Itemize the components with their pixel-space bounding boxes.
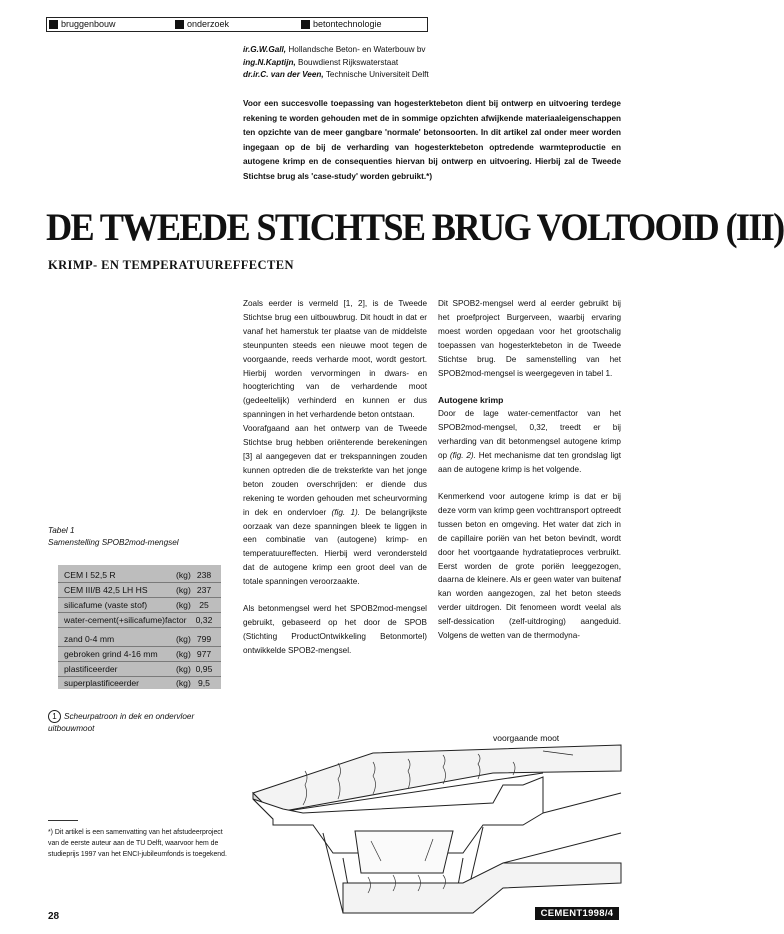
table-row [64, 663, 217, 675]
author-name: dr.ir.C. van der Veen, [243, 70, 324, 79]
category-label: betontechnologie [313, 19, 382, 29]
table-cell-label: plastificeerder [64, 664, 118, 674]
table-row [64, 648, 217, 660]
table-cell-value: 977 [196, 649, 212, 659]
figure-reference-link[interactable]: (fig. 1). [331, 507, 361, 517]
figure-caption-text: Scheurpatroon in dek en ondervloer uitbouwmoot [48, 712, 195, 733]
body-paragraph: Zoals eerder is vermeld [1, 2], is de Tweede Stichtse brug een uitbouwbrug. Dit houdt in dat er vanaf het hamerstuk ter plaatse van de middelste steunpunten steeds een nieuwe moot tegen de voorgaande, reeds verharde moot, wordt gestort. Hierbij worden vervormingen in dwars- en hoogterichting van de verhardende moot (gedeeltelijk) verhinderd en kunnen er dus spanningen in het verhardende beton ontstaan. [243, 299, 427, 420]
body-column-1 [243, 297, 427, 658]
author-affiliation: Hollandsche Beton- en Waterbouw bv [288, 45, 426, 54]
footnote-rule [48, 820, 78, 821]
table-cell-value: 0,32 [195, 615, 213, 625]
table-cell-unit: (kg) [176, 649, 191, 659]
table-cell-label: zand 0-4 mm [64, 634, 115, 644]
table-cell-unit: (kg) [176, 600, 191, 610]
body-paragraph [438, 407, 621, 477]
table-row [64, 584, 217, 596]
author-line [243, 69, 429, 82]
table-row [64, 614, 217, 626]
article-subtitle: KRIMP- EN TEMPERATUUREFFECTEN [48, 258, 294, 272]
table-cell-label: CEM I 52,5 R [64, 570, 116, 580]
category-square-icon [175, 20, 184, 29]
figure-number: 1 [48, 710, 61, 723]
text-run: De belangrijkste oorzaak van deze spanningen bleek te liggen in een combinatie van (autogene) krimp- en temperatuureffecten. Hierbij werd verondersteld dat de autogene krimp een groot deel van de totale spanningen veroorzaakte. [243, 507, 428, 587]
body-paragraph [243, 422, 427, 589]
table-cell-unit: (kg) [176, 570, 191, 580]
body-paragraph: Kenmerkend voor autogene krimp is dat er bij deze vorm van krimp geen vochttransport optreedt tussen beton en omgeving. Het water dat zich in de capillaire poriën van het beton bevindt, wordt door het voortgaande hydratatieproces verbruikt. Eerst worden de grote poriën leeggezogen, daarna de kleinere. Als er geen water van buitenaf kan worden aangezogen, zal het beton steeds verder uitdrogen. Dit fenomeen wordt veelal als self-dessication (zelf-uitdroging) aangeduid. Volgens de wetten van de thermodyna- [438, 491, 621, 641]
body-paragraph: Als betonmengsel werd het SPOB2mod-mengsel gebruikt, gebaseerd op het door de SPOB (Stichting ProductOntwikkeling Betonmortel) ontwikkelde SPOB2-mengsel. [243, 604, 427, 655]
figure-label: voorgaande moot [493, 733, 560, 743]
table-cell-value: 9,5 [198, 678, 210, 688]
table-cell-value: 0,95 [195, 664, 213, 674]
category-square-icon [301, 20, 310, 29]
table-cell-label: superplastificeerder [64, 678, 139, 688]
table-row [64, 633, 217, 645]
body-column-2 [438, 297, 621, 643]
author-name: ir.G.W.Gall, [243, 45, 287, 54]
bridge-segment-figure [243, 713, 621, 913]
author-list [243, 44, 429, 82]
author-affiliation: Bouwdienst Rijkswaterstaat [298, 57, 399, 67]
article-title: DE TWEEDE STICHTSE BRUG VOLTOOID (III) [46, 206, 784, 249]
table-cell-unit: (kg) [176, 634, 191, 644]
table-cell-label: silicafume (vaste stof) [64, 600, 148, 610]
table-cell-value: 799 [196, 634, 212, 644]
category-bar [46, 17, 428, 32]
section-heading: Autogene krimp [438, 395, 504, 406]
table-cell-value: 25 [199, 600, 209, 610]
author-name: ing.N.Kaptijn, [243, 57, 296, 67]
table-cell-unit: (kg) [176, 678, 191, 688]
category-label: bruggenbouw [61, 19, 116, 29]
footnote: *) Dit artikel is een samenvatting van het afstudeerproject van de eerste auteur aan de TU Delft, waarvoor hem de studieprijs 1997 van het ENCI-jubileumfonds is toegekend. [48, 829, 227, 858]
intro-paragraph: Voor een succesvolle toepassing van hogesterktebeton dient bij ontwerp en uitvoering terdege rekening te worden gehouden met de in sommige opzichten afwijkende materiaaleigenschappen ten opzichte van de meer gangbare 'normale' betonsoorten. In dit artikel zal onder meer worden ingegaan op de bij de verharding van hogesterktebeton optredende warmteproductie en autogene krimp en de consequenties hiervan bij ontwerp en uitvoering. Hierbij zal de Tweede Stichtse brug als 'case-study' worden gebruikt.*) [243, 99, 621, 181]
journal-badge: CEMENT1998/4 [535, 907, 619, 920]
table-cell-unit: (kg) [176, 585, 191, 595]
text-run: Het mechanisme dat ten grondslag ligt aan de autogene krimp is het volgende. [438, 451, 621, 475]
text-run: Door de lage water-cementfactor van het SPOB2mod-mengsel, 0,32, treedt er bij verharding van dit betonmengsel autogene krimp op [438, 409, 621, 461]
category-label: onderzoek [187, 19, 230, 29]
figure-caption [48, 710, 228, 735]
category-item [299, 18, 427, 31]
table-cell-label: CEM III/B 42,5 LH HS [64, 585, 148, 595]
table-cell-value: 237 [196, 585, 212, 595]
table-number: Tabel 1 [48, 526, 75, 535]
category-item [173, 18, 299, 31]
composition-table [58, 565, 221, 689]
table-row [64, 677, 217, 689]
author-affiliation: Technische Universiteit Delft [325, 70, 429, 79]
table-cell-unit: (kg) [176, 664, 191, 674]
category-item [47, 18, 173, 31]
table-title: Samenstelling SPOB2mod-mengsel [48, 538, 179, 547]
body-paragraph: Dit SPOB2-mengsel werd al eerder gebruikt bij het proefproject Burgerveen, waarbij ervaring moest worden opgedaan voor het grootschalig toepassen van hogesterktebeton in de Tweede Stichtse brug. De samenstelling van het SPOB2mod-mengsel is weergegeven in tabel 1. [438, 299, 621, 378]
table-cell-value: 238 [196, 570, 212, 580]
table-row [64, 569, 217, 581]
author-line [243, 57, 429, 70]
table-cell-label: gebroken grind 4-16 mm [64, 649, 158, 659]
figure-reference-link[interactable]: (fig. 2). [449, 451, 476, 461]
table-caption [48, 525, 179, 549]
author-line [243, 44, 429, 57]
table-row [64, 599, 217, 611]
page-number: 28 [48, 911, 60, 922]
text-run: Voorafgaand aan het ontwerp van de Tweede Stichtse brug hebben oriënterende berekeningen [3] al aangegeven dat er trekspanningen zouden kunnen optreden die de treksterkte van het jonge beton zouden overschrijden: er diende dus rekening te worden gehouden met scheurvorming in dek en ondervloer [243, 424, 427, 517]
category-square-icon [49, 20, 58, 29]
table-cell-label: water-cement(+silicafume)factor [64, 615, 187, 625]
